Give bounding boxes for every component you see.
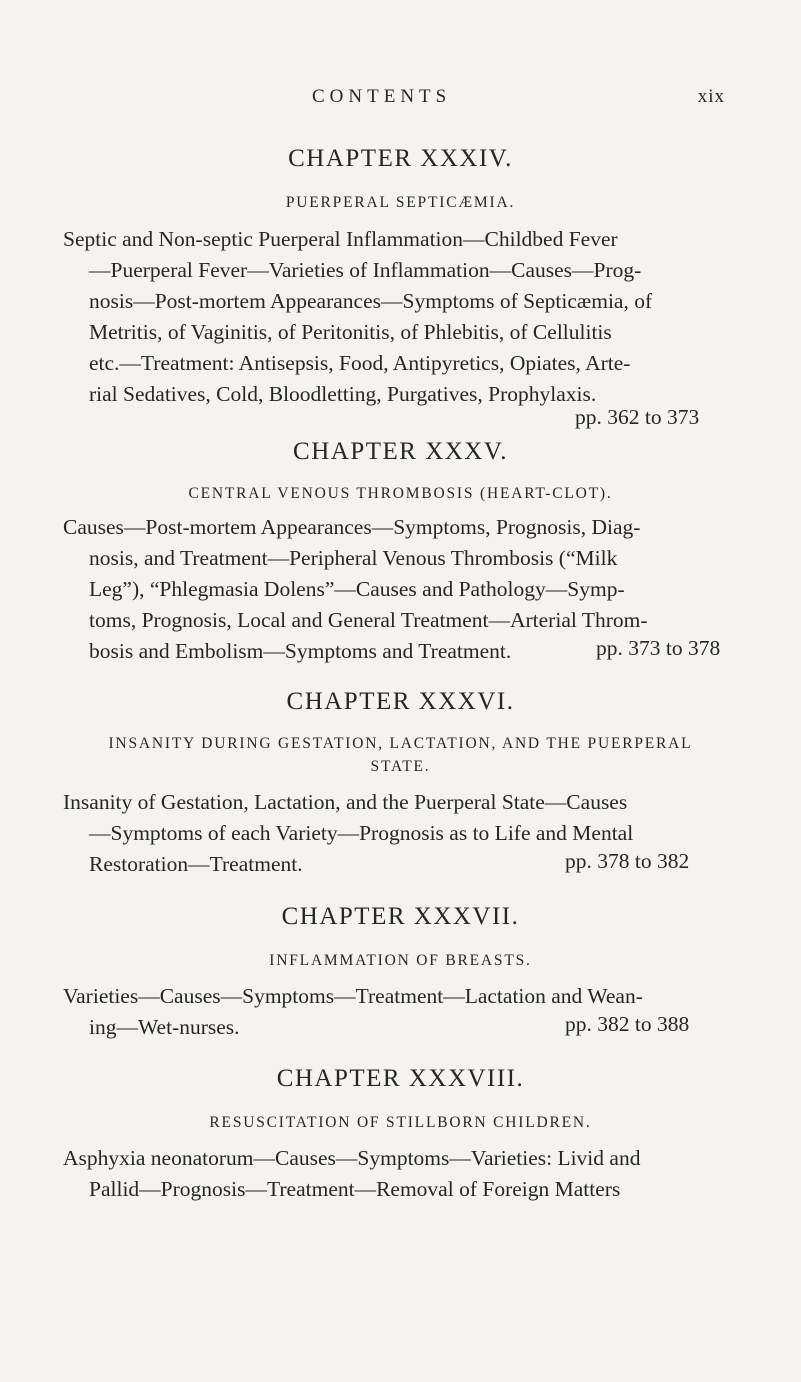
summary-line: nosis, and Treatment—Peripheral Venous Thrombosis (“Milk [89,546,618,570]
summary-line: toms, Prognosis, Local and General Treatment—Arterial Throm- [89,608,648,632]
summary-line: Insanity of Gestation, Lactation, and the Puerperal State—Causes [63,790,628,814]
summary-line: nosis—Post-mortem Appearances—Symptoms of Septicæmia, of [89,289,653,313]
summary-line: bosis and Embolism—Symptoms and Treatment. [89,639,512,663]
chapter-title: CHAPTER XXXIV. [288,145,513,172]
chapter-summary [63,512,683,667]
summary-line: ing—Wet-nurses. [89,1015,240,1039]
summary-line: Pallid—Prognosis—Treatment—Removal of Foreign Matters [89,1177,621,1201]
chapter-title: CHAPTER XXXVI. [286,688,515,715]
summary-line: Asphyxia neonatorum—Causes—Symptoms—Varieties: Livid and [63,1146,641,1170]
summary-line: Restoration—Treatment. [89,852,303,876]
page-range: pp. 382 to 388 [565,1012,690,1036]
summary-line: etc.—Treatment: Antisepsis, Food, Antipyretics, Opiates, Arte- [89,351,631,375]
chapter-summary [63,224,683,410]
summary-line: Septic and Non-septic Puerperal Inflammation—Childbed Fever [63,227,618,251]
page-range: pp. 378 to 382 [565,849,690,873]
page-range: pp. 373 to 378 [596,636,721,660]
summary-line: Metritis, of Vaginitis, of Peritonitis, of Phlebitis, of Cellulitis [89,320,612,344]
summary-line: —Puerperal Fever—Varieties of Inflammation—Causes—Prog- [89,258,642,282]
chapter-title: CHAPTER XXXV. [293,438,508,465]
chapter-summary [63,1143,683,1205]
chapter-subject: RESUSCITATION OF STILLBORN CHILDREN. [209,1114,592,1131]
summary-line: Causes—Post-mortem Appearances—Symptoms, Prognosis, Diag- [63,515,641,539]
chapter-subject: PUERPERAL SEPTICÆMIA. [285,194,516,211]
page-range: pp. 362 to 373 [575,405,700,429]
running-head [0,86,801,114]
chapter-subject: INSANITY DURING GESTATION, LACTATION, AND THE PUERPERAL [108,735,693,752]
summary-line: Varieties—Causes—Symptoms—Treatment—Lactation and Wean- [63,984,643,1008]
page-number: xix [697,86,725,107]
chapter-subject: CENTRAL VENOUS THROMBOSIS (HEART-CLOT). [188,485,613,502]
chapter-title: CHAPTER XXXVIII. [276,1065,525,1092]
summary-line: rial Sedatives, Cold, Bloodletting, Purgatives, Prophylaxis. [89,382,597,406]
chapter-title: CHAPTER XXXVII. [281,903,520,930]
running-title: CONTENTS [312,86,452,107]
summary-line: —Symptoms of each Variety—Prognosis as to Life and Mental [89,821,634,845]
chapter-subject: INFLAMMATION OF BREASTS. [269,952,532,969]
chapter-subject-continued: STATE. [370,758,431,775]
summary-line: Leg”), “Phlegmasia Dolens”—Causes and Pathology—Symp- [89,577,625,601]
